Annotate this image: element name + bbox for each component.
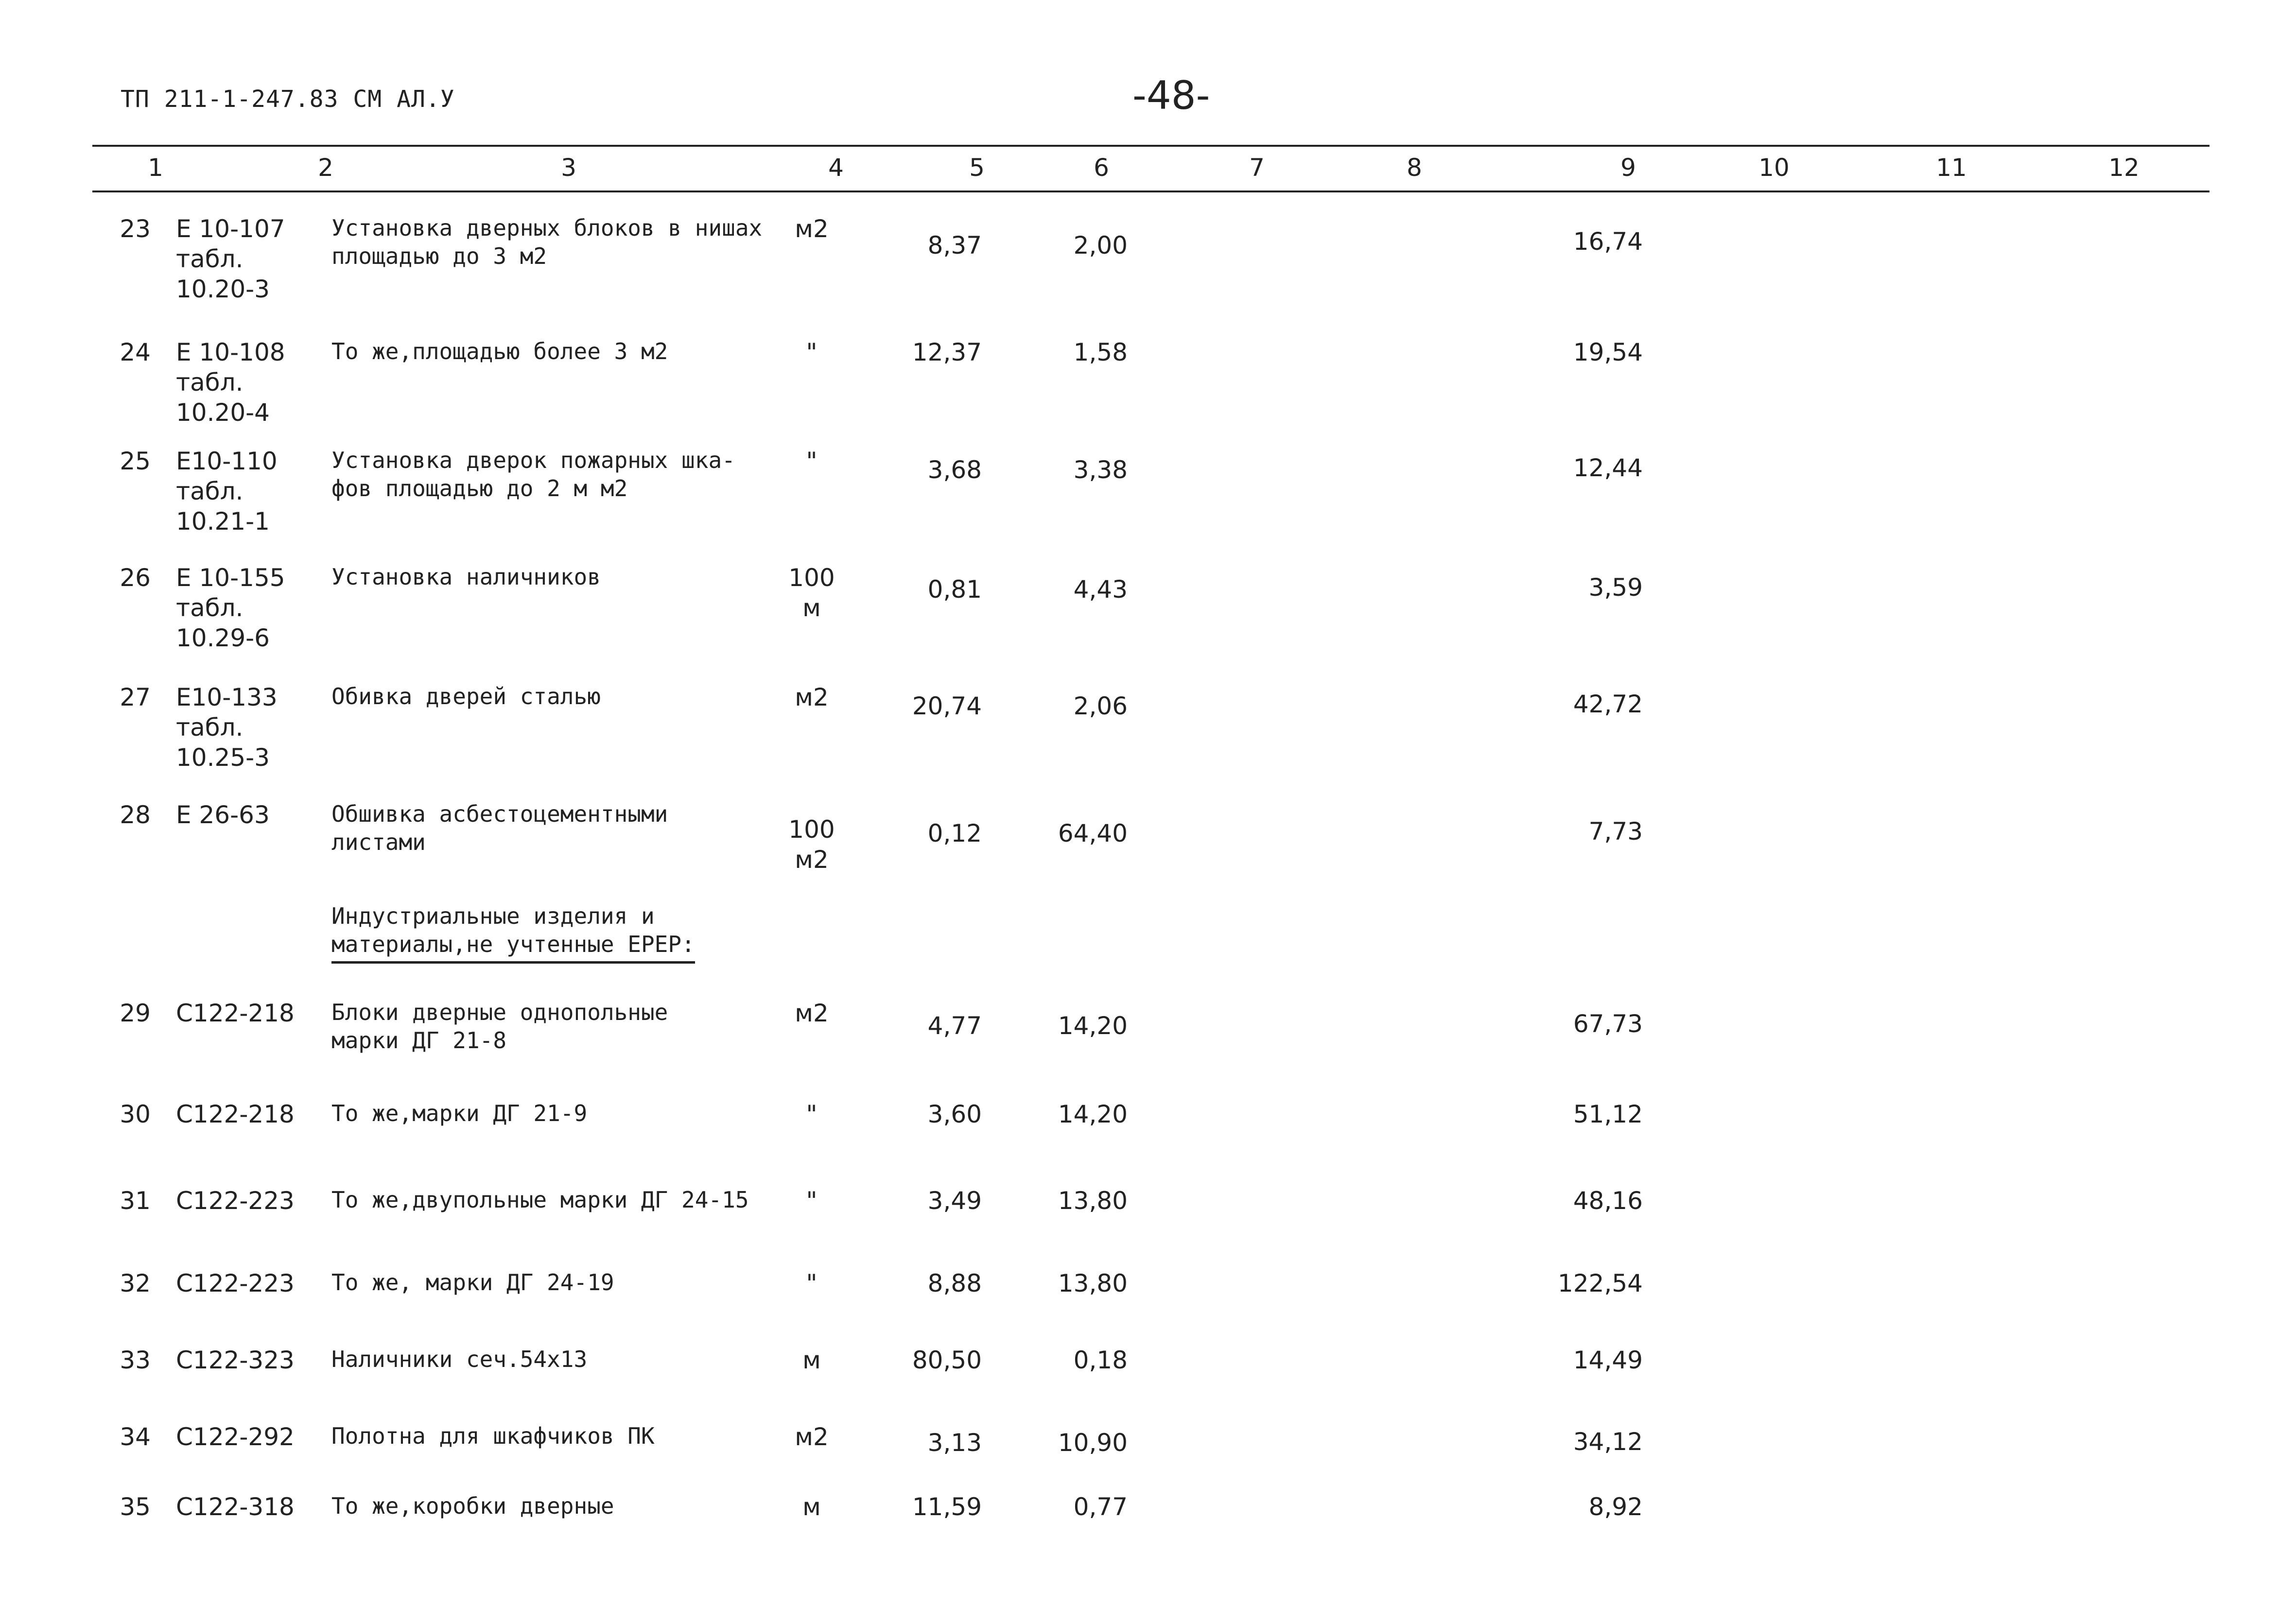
- row-number: 28: [120, 801, 151, 829]
- row-number: 29: [120, 999, 151, 1027]
- total-cost: 122,54: [1558, 1269, 1643, 1297]
- quantity: 8,37: [927, 231, 982, 259]
- column-header-6: 6: [1094, 154, 1109, 182]
- rate-code: С122-323: [176, 1346, 295, 1374]
- work-description: Установка дверок пожарных шка- фов площадью до 2 м м2: [331, 447, 735, 501]
- unit: м2: [795, 683, 829, 711]
- rate-code: С122-223: [176, 1269, 295, 1297]
- work-description: То же,двупольные марки ДГ 24-15: [331, 1187, 749, 1213]
- total-cost: 48,16: [1573, 1187, 1643, 1215]
- row-number: 23: [120, 215, 151, 243]
- total-cost: 16,74: [1573, 227, 1643, 256]
- column-header-5: 5: [969, 154, 985, 182]
- unit: ": [806, 1187, 818, 1215]
- column-header-12: 12: [2108, 154, 2139, 182]
- work-description: Установка дверных блоков в нишах площадью до 3 м2: [331, 215, 763, 269]
- row-number: 27: [120, 683, 151, 711]
- quantity: 3,60: [927, 1100, 982, 1128]
- quantity: 11,59: [912, 1493, 982, 1521]
- total-cost: 42,72: [1573, 690, 1643, 718]
- total-cost: 7,73: [1588, 817, 1643, 846]
- work-description: Обшивка асбестоцементными листами: [331, 801, 668, 855]
- row-number: 35: [120, 1493, 151, 1521]
- unit: ": [806, 338, 818, 366]
- page-number: -48-: [1132, 73, 1210, 118]
- rate-code: С122-218: [176, 999, 295, 1027]
- quantity: 3,13: [927, 1429, 982, 1457]
- unit-price: 0,77: [1073, 1493, 1128, 1521]
- row-number: 31: [120, 1187, 151, 1215]
- quantity: 0,12: [927, 819, 982, 847]
- column-header-11: 11: [1936, 154, 1967, 182]
- quantity: 4,77: [927, 1012, 982, 1040]
- rate-code: С122-223: [176, 1187, 295, 1215]
- row-number: 26: [120, 564, 151, 592]
- quantity: 12,37: [912, 338, 982, 366]
- total-cost: 67,73: [1573, 1010, 1643, 1038]
- unit: м2: [795, 215, 829, 243]
- column-header-10: 10: [1758, 154, 1790, 182]
- unit-price: 0,18: [1073, 1346, 1128, 1374]
- work-description: То же,коробки дверные: [331, 1493, 614, 1519]
- total-cost: 19,54: [1573, 338, 1643, 366]
- unit-price: 64,40: [1058, 819, 1128, 847]
- work-description: Блоки дверные однопольные марки ДГ 21-8: [331, 999, 668, 1054]
- unit-price: 2,06: [1073, 692, 1128, 720]
- total-cost: 51,12: [1573, 1100, 1643, 1128]
- total-cost: 14,49: [1573, 1346, 1643, 1374]
- unit: 100 м2: [788, 815, 835, 874]
- work-description: Наличники сеч.54х13: [331, 1346, 588, 1372]
- quantity: 3,49: [927, 1187, 982, 1215]
- unit: м: [802, 1346, 821, 1374]
- unit-price: 2,00: [1073, 231, 1128, 259]
- rate-code: Е10-110 табл. 10.21-1: [176, 447, 278, 536]
- column-header-8: 8: [1407, 154, 1422, 182]
- table-header-rule: [92, 190, 2209, 192]
- unit: ": [806, 1100, 818, 1128]
- unit-price: 10,90: [1058, 1429, 1128, 1457]
- column-header-3: 3: [561, 154, 576, 182]
- quantity: 80,50: [912, 1346, 982, 1374]
- work-description: То же, марки ДГ 24-19: [331, 1269, 614, 1296]
- work-description: Установка наличников: [331, 564, 601, 590]
- section-heading: Индустриальные изделия и материалы,не учтенные ЕРЕР:: [331, 902, 695, 964]
- table-top-rule: [92, 145, 2209, 147]
- unit: ": [806, 447, 818, 475]
- column-header-7: 7: [1249, 154, 1265, 182]
- total-cost: 3,59: [1588, 573, 1643, 602]
- unit-price: 14,20: [1058, 1100, 1128, 1128]
- rate-code: Е 10-108 табл. 10.20-4: [176, 338, 285, 427]
- rate-code: С122-218: [176, 1100, 295, 1128]
- quantity: 3,68: [927, 456, 982, 484]
- unit-price: 13,80: [1058, 1269, 1128, 1297]
- quantity: 0,81: [927, 575, 982, 604]
- row-number: 34: [120, 1423, 151, 1451]
- unit-price: 1,58: [1073, 338, 1128, 366]
- rate-code: Е 10-107 табл. 10.20-3: [176, 215, 285, 303]
- row-number: 32: [120, 1269, 151, 1297]
- unit-price: 14,20: [1058, 1012, 1128, 1040]
- column-header-4: 4: [828, 154, 844, 182]
- total-cost: 34,12: [1573, 1428, 1643, 1456]
- rate-code: С122-292: [176, 1423, 295, 1451]
- rate-code: Е 10-155 табл. 10.29-6: [176, 564, 285, 652]
- unit: м2: [795, 1423, 829, 1451]
- row-number: 24: [120, 338, 151, 366]
- column-header-1: 1: [148, 154, 163, 182]
- quantity: 8,88: [927, 1269, 982, 1297]
- work-description: То же,марки ДГ 21-9: [331, 1100, 588, 1126]
- total-cost: 12,44: [1573, 454, 1643, 482]
- unit-price: 4,43: [1073, 575, 1128, 604]
- document-code: ТП 211-1-247.83 СМ АЛ.У: [121, 86, 455, 113]
- work-description: Обивка дверей сталью: [331, 683, 601, 709]
- rate-code: Е 26-63: [176, 801, 270, 829]
- row-number: 30: [120, 1100, 151, 1128]
- unit: ": [806, 1269, 818, 1297]
- column-header-9: 9: [1620, 154, 1636, 182]
- unit-price: 13,80: [1058, 1187, 1128, 1215]
- rate-code: С122-318: [176, 1493, 295, 1521]
- column-header-2: 2: [318, 154, 333, 182]
- work-description: То же,площадью более 3 м2: [331, 338, 668, 364]
- rate-code: Е10-133 табл. 10.25-3: [176, 683, 278, 772]
- unit: м: [802, 1493, 821, 1521]
- unit: 100 м: [788, 564, 835, 622]
- unit-price: 3,38: [1073, 456, 1128, 484]
- total-cost: 8,92: [1588, 1493, 1643, 1521]
- row-number: 25: [120, 447, 151, 475]
- quantity: 20,74: [912, 692, 982, 720]
- unit: м2: [795, 999, 829, 1027]
- work-description: Полотна для шкафчиков ПК: [331, 1423, 655, 1449]
- row-number: 33: [120, 1346, 151, 1374]
